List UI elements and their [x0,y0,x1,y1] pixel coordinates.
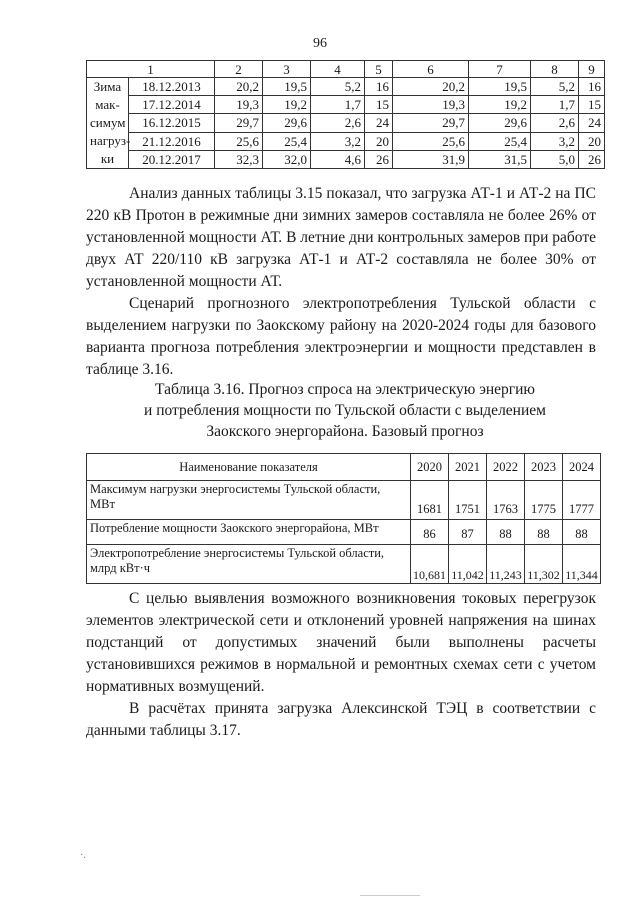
paragraph: В расчётах принята загрузка Алексинской ТЭЦ в соответствии с данными таблицы 3.17. [86,700,596,739]
value-cell: 11,042 [449,545,487,584]
caption-line: и потребления мощности по Тульской области с выделением [144,402,546,419]
row-label-line: симум [90,115,126,130]
table2-header-year: 2023 [525,454,563,481]
table-caption [86,379,604,442]
value-cell: 32,0 [263,150,311,168]
table-row [87,78,605,96]
value-cell: 31,9 [393,150,469,168]
caption-line: Таблица 3.16. Прогноз спроса на электрическую энергию [154,381,536,398]
table-row [87,481,601,520]
value-cell: 1777 [563,481,601,520]
row-label-line: нагруз- [90,133,131,148]
table2-header-year: 2020 [411,454,449,481]
value-cell: 87 [449,520,487,545]
table-row [87,114,605,132]
value-cell: 11,344 [563,545,601,584]
value-cell: 1,7 [531,96,579,114]
paragraph: С целью выявления возможного возникновения токовых перегрузок элементов электрической сети и отклонений уровней напряжения на шинах подстанций от допустимых значений были выполнены расчеты установившихся режимов в нормальной и ремонтных схемах сети с учетом нормативных возмущений. [86,590,596,695]
table2-header-year: 2021 [449,454,487,481]
value-cell: 2,6 [531,114,579,132]
date-cell: 17.12.2014 [129,96,215,114]
value-cell: 1763 [487,481,525,520]
value-cell: 24 [365,114,393,132]
value-cell: 20 [579,132,605,150]
scan-artifact-line [360,895,420,896]
value-cell: 19,5 [263,78,311,96]
value-cell: 5,2 [531,78,579,96]
table1-header-cell: 2 [215,61,263,78]
value-cell: 32,3 [215,150,263,168]
row-label-line: ки [100,151,115,166]
table1-header-cell: 1 [87,61,215,78]
forecast-table [86,453,601,584]
winter-load-table [86,60,605,169]
value-cell: 3,2 [311,132,365,150]
value-cell: 10,681 [411,545,449,584]
indicator-name: Максимум нагрузки энергосистемы Тульской области, МВт [87,481,411,520]
table2-header-year: 2024 [563,454,601,481]
table1-header-cell: 6 [393,61,469,78]
row-label-line: Зима [93,79,122,94]
value-cell: 25,4 [263,132,311,150]
value-cell: 20,2 [393,78,469,96]
value-cell: 4,6 [311,150,365,168]
value-cell: 29,6 [469,114,531,132]
text-block-calculations [86,588,596,742]
paragraph: Анализ данных таблицы 3.15 показал, что загрузка АТ-1 и АТ-2 на ПС 220 кВ Протон в режимные дни зимних замеров составляла не более 26% от установленной мощности АТ. В летние дни контрольных замеров при работе двух АТ 220/110 кВ загрузка АТ-1 и АТ-2 составляла не более 30% от установленной мощности АТ. [86,185,596,290]
row-label-winter-max-load [87,78,129,169]
table1-header-cell: 5 [365,61,393,78]
value-cell: 26 [579,150,605,168]
value-cell: 15 [365,96,393,114]
table2-header-row [87,454,601,481]
value-cell: 29,7 [215,114,263,132]
date-cell: 18.12.2013 [129,78,215,96]
value-cell: 19,2 [469,96,531,114]
value-cell: 24 [579,114,605,132]
table1-header-row [87,61,605,78]
date-cell: 21.12.2016 [129,132,215,150]
value-cell: 19,2 [263,96,311,114]
table1-header-cell: 7 [469,61,531,78]
table-row [87,520,601,545]
table-row [87,96,605,114]
value-cell: 1775 [525,481,563,520]
table1-header-cell: 8 [531,61,579,78]
value-cell: 31,5 [469,150,531,168]
date-cell: 16.12.2015 [129,114,215,132]
value-cell: 16 [579,78,605,96]
value-cell: 25,4 [469,132,531,150]
indicator-name: Потребление мощности Заокского энергорайона, МВт [87,520,411,545]
table-row [87,545,601,584]
value-cell: 1751 [449,481,487,520]
value-cell: 15 [579,96,605,114]
value-cell: 88 [525,520,563,545]
value-cell: 11,243 [487,545,525,584]
value-cell: 16 [365,78,393,96]
paragraph: Сценарий прогнозного электропотребления Тульской области с выделением нагрузки по Заокскому району на 2020-2024 годы для базового варианта прогноза потребления электроэнергии и мощности представлен в таблице 3.16. [86,295,596,378]
value-cell: 5,2 [311,78,365,96]
value-cell: 20 [365,132,393,150]
value-cell: 25,6 [393,132,469,150]
page-number: 96 [313,36,327,51]
value-cell: 26 [365,150,393,168]
value-cell: 29,7 [393,114,469,132]
table2-header-year: 2022 [487,454,525,481]
value-cell: 5,0 [531,150,579,168]
text-block-analysis [86,183,596,381]
value-cell: 20,2 [215,78,263,96]
value-cell: 19,3 [393,96,469,114]
table-row [87,132,605,150]
value-cell: 11,302 [525,545,563,584]
value-cell: 19,3 [215,96,263,114]
scan-mark: ·. [80,850,86,861]
indicator-name: Электропотребление энергосистемы Тульской области, млрд кВт·ч [87,545,411,584]
value-cell: 88 [563,520,601,545]
table-row [87,150,605,168]
value-cell: 88 [487,520,525,545]
value-cell: 2,6 [311,114,365,132]
table1-header-cell: 4 [311,61,365,78]
caption-line: Заокского энергорайона. Базовый прогноз [206,423,484,440]
value-cell: 29,6 [263,114,311,132]
value-cell: 19,5 [469,78,531,96]
value-cell: 25,6 [215,132,263,150]
value-cell: 86 [411,520,449,545]
table2-header-name: Наименование показателя [87,454,411,481]
value-cell: 1,7 [311,96,365,114]
table1-header-cell: 9 [579,61,605,78]
table1-header-cell: 3 [263,61,311,78]
date-cell: 20.12.2017 [129,150,215,168]
value-cell: 1681 [411,481,449,520]
value-cell: 3,2 [531,132,579,150]
row-label-line: мак- [95,97,120,112]
